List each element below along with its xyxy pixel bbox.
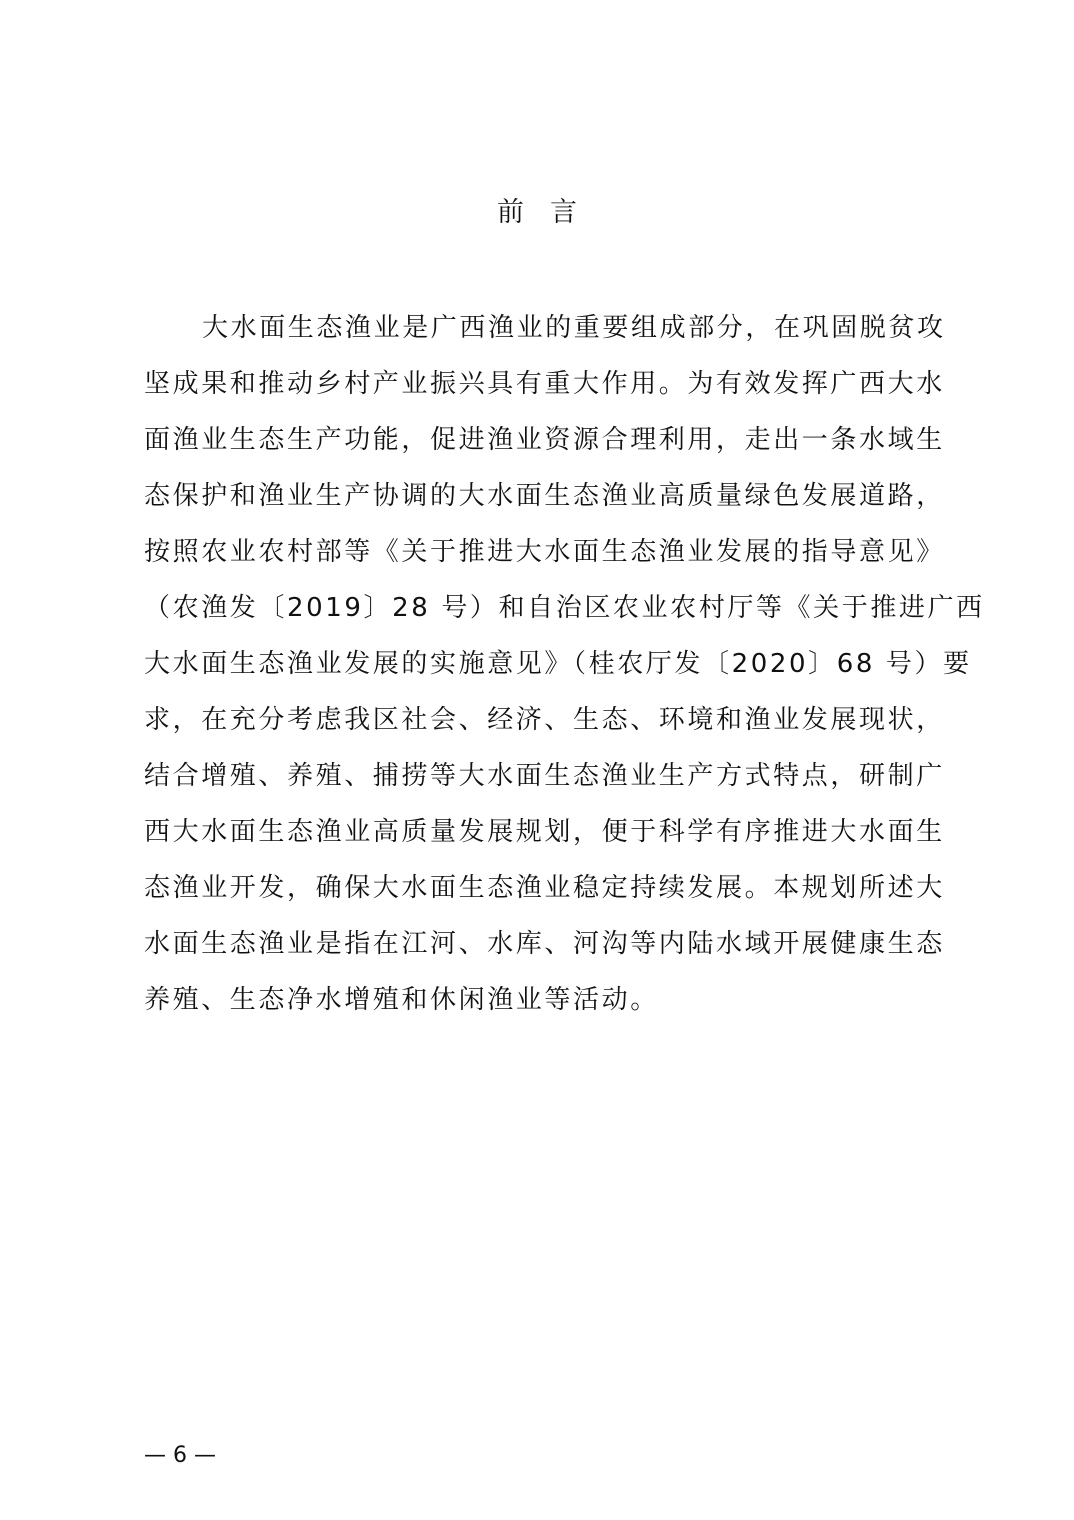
paragraph-line: 大水面生态渔业是广西渔业的重要组成部分，在巩固脱贫攻 [202,313,946,343]
paragraph-line: 面渔业生态生产功能，促进渔业资源合理利用，走出一条水域生 [144,425,945,455]
paragraph-line: 养殖、生态净水增殖和休闲渔业等活动。 [144,985,659,1015]
paragraph-line: 结合增殖、养殖、捕捞等大水面生态渔业生产方式特点，研制广 [144,761,945,791]
paragraph-line: 大水面生态渔业发展的实施意见》（桂农厅发〔2020〕68 号）要 [144,649,972,679]
paragraph-line: 求，在充分考虑我区社会、经济、生态、环境和渔业发展现状， [144,705,945,735]
preface-paragraph [144,300,985,1028]
paragraph-line: 西大水面生态渔业高质量发展规划，便于科学有序推进大水面生 [144,817,945,847]
paragraph-line: 水面生态渔业是指在江河、水库、河沟等内陆水域开展健康生态 [144,929,945,959]
page-number: — 6 — [144,1443,216,1468]
paragraph-line: 坚成果和推动乡村产业振兴具有重大作用。为有效发挥广西大水 [144,369,945,399]
page-title: 前言 [497,197,603,228]
paragraph-line: （农渔发〔2019〕28 号）和自治区农业农村厅等《关于推进广西 [144,593,985,623]
paragraph-line: 态保护和渔业生产协调的大水面生态渔业高质量绿色发展道路， [144,481,945,511]
paragraph-line: 态渔业开发，确保大水面生态渔业稳定持续发展。本规划所述大 [144,873,945,903]
paragraph-line: 按照农业农村部等《关于推进大水面生态渔业发展的指导意见》 [144,537,945,567]
